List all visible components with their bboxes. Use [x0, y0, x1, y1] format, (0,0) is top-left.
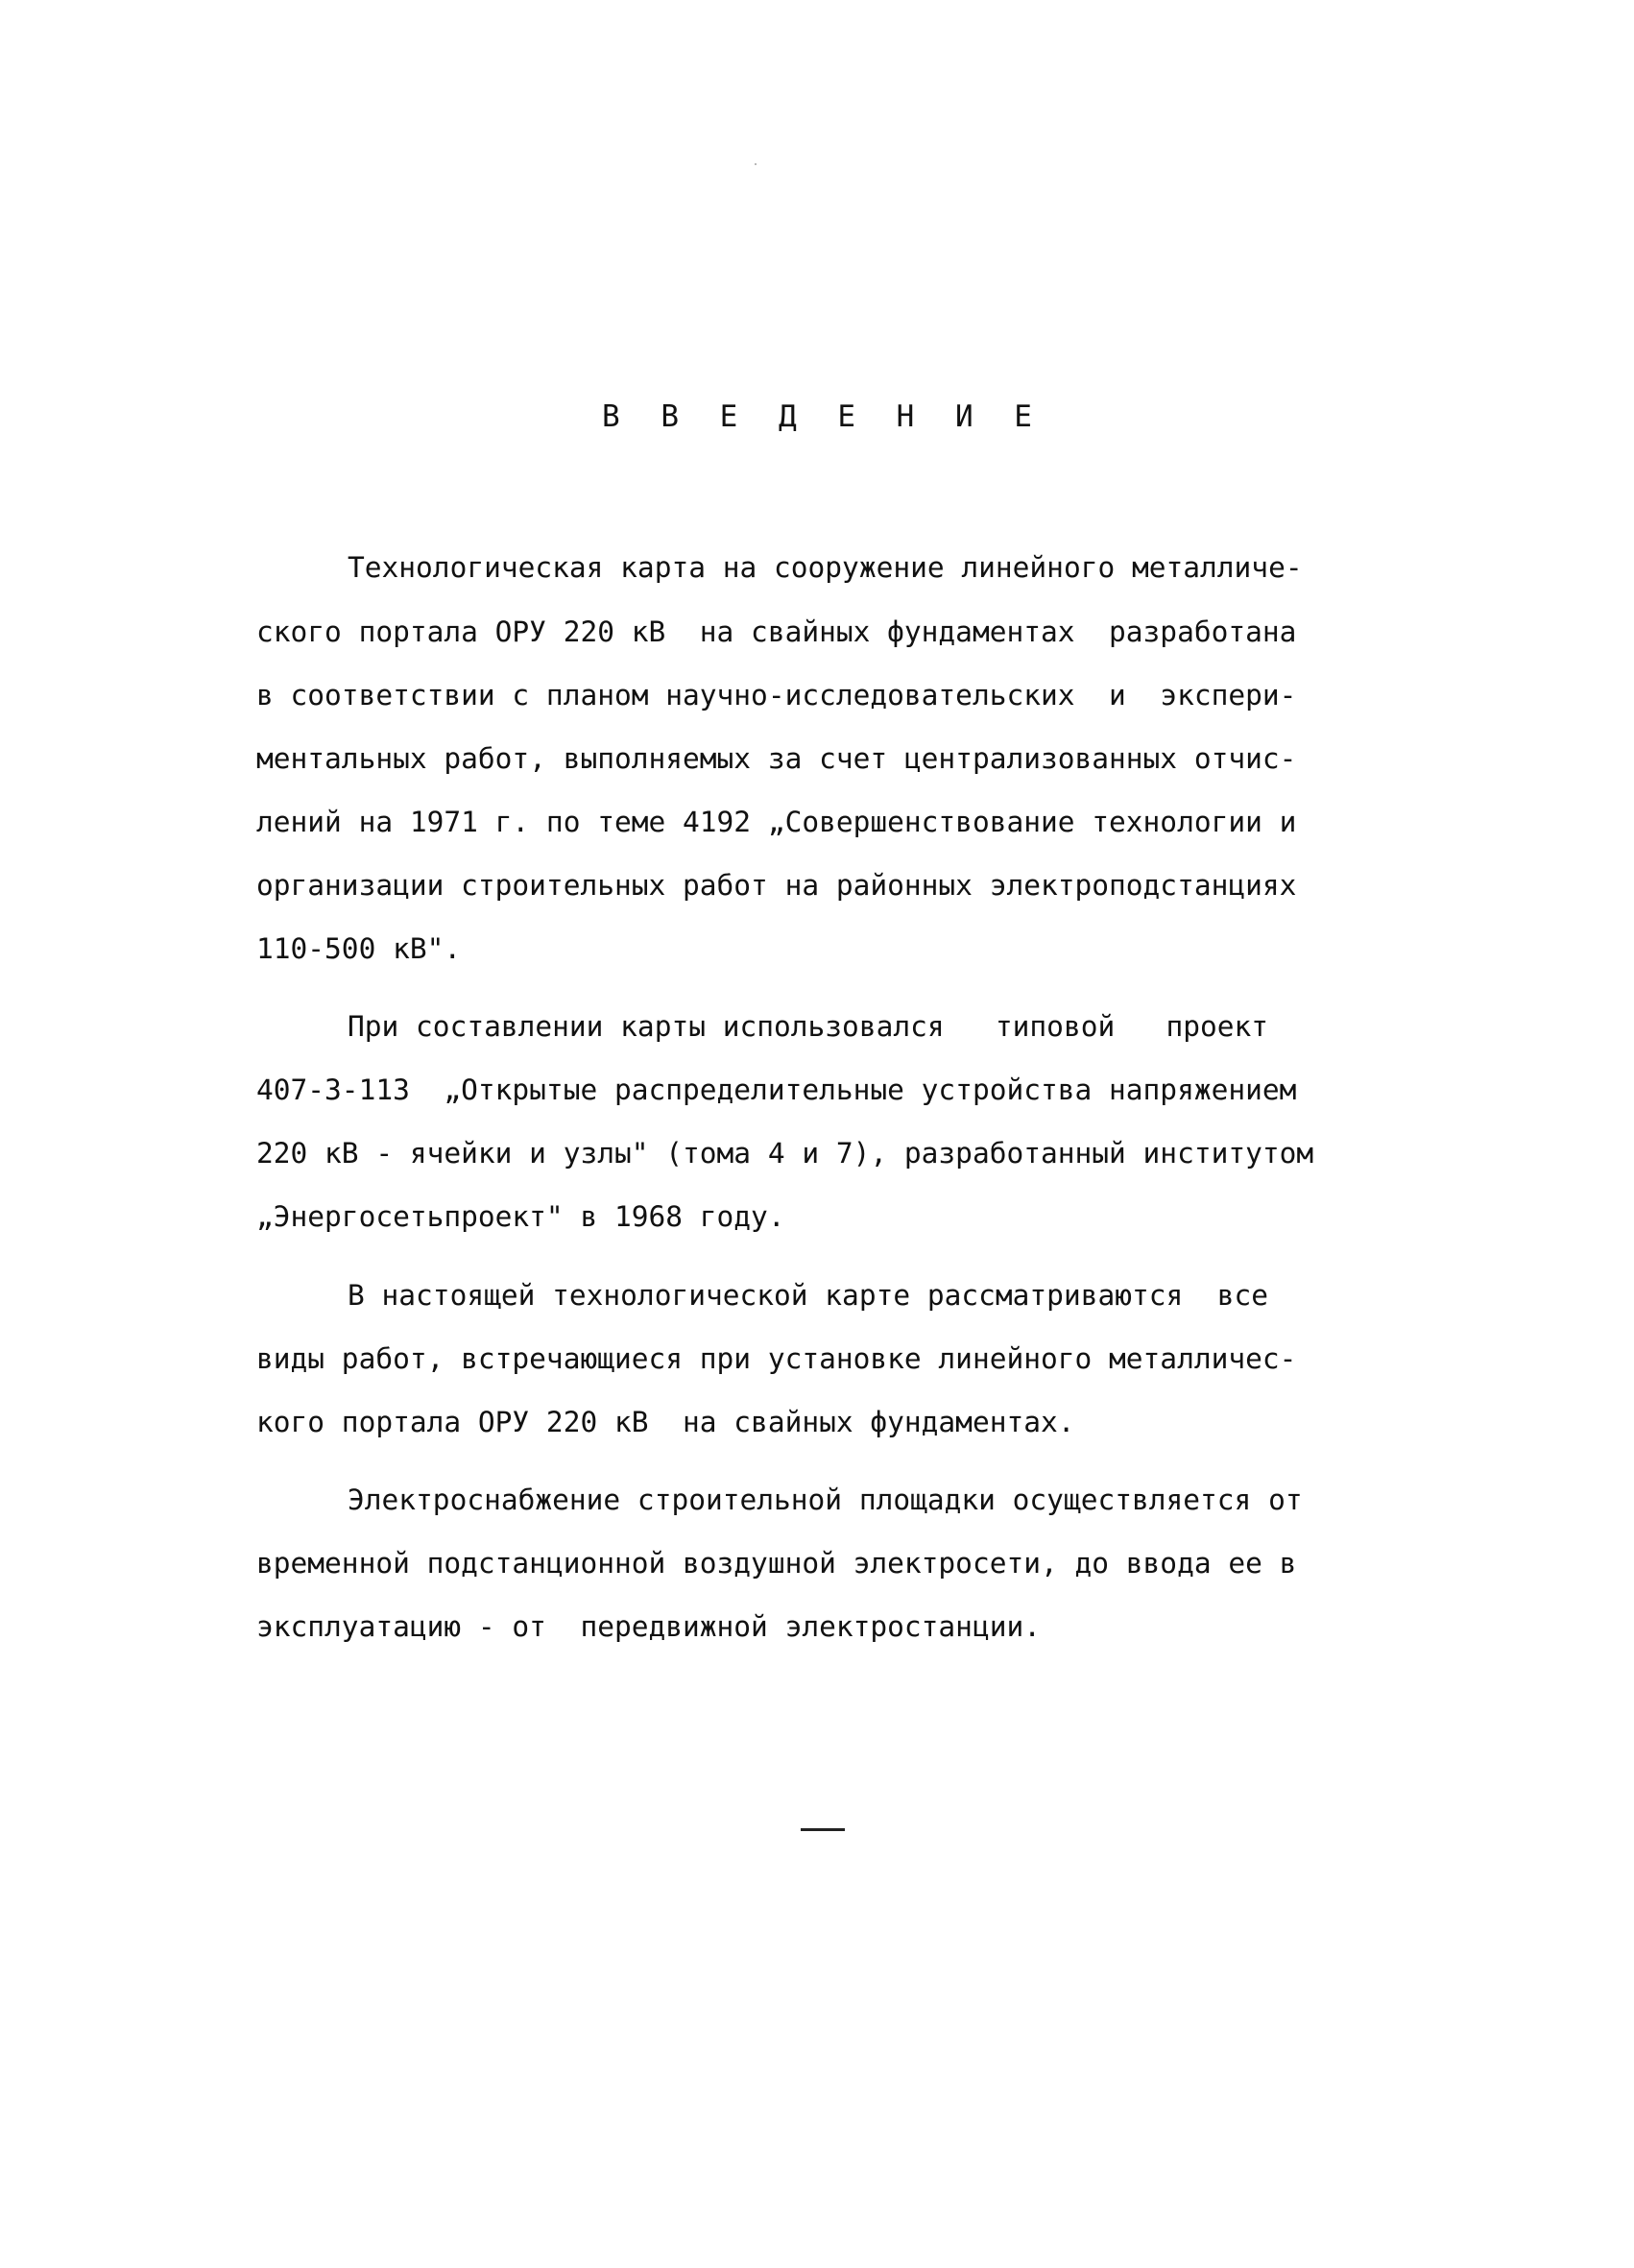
- paragraph-3-line-3: кого портала ОРУ 220 кВ на свайных фундаментах.: [256, 1406, 1075, 1438]
- paragraph-3-line-1: В настоящей технологической карте рассматриваются все: [348, 1279, 1269, 1312]
- paragraph-1-line-5: лений на 1971 г. по теме 4192 „Совершенствование технологии и: [256, 806, 1297, 838]
- paragraph-1-line-4: ментальных работ, выполняемых за счет централизованных отчис-: [256, 742, 1297, 775]
- paragraph-2-line-3: 220 кВ - ячейки и узлы" (тома 4 и 7), разработанный институтом: [256, 1137, 1314, 1170]
- section-title: В В Е Д Е Н И Е: [602, 399, 1044, 434]
- paragraph-4-line-3: эксплуатацию - от передвижной электростанции.: [256, 1610, 1041, 1643]
- paragraph-1-line-3: в соответствии с планом научно-исследовательских и экспери-: [256, 679, 1297, 712]
- paragraph-2-line-1: При составлении карты использовался типовой проект: [348, 1010, 1269, 1043]
- paragraph-1-line-6: организации строительных работ на районных электроподстанциях: [256, 869, 1297, 902]
- page-mark-dash: [801, 1828, 845, 1831]
- scan-speck: [755, 163, 757, 165]
- paragraph-3-line-2: виды работ, встречающиеся при установке линейного металличес-: [256, 1342, 1297, 1375]
- paragraph-2-line-2: 407-3-113 „Открытые распределительные устройства напряжением: [256, 1074, 1297, 1106]
- paragraph-2-line-4: „Энергосетьпроект" в 1968 году.: [256, 1200, 785, 1233]
- paragraph-4-line-1: Электроснабжение строительной площадки осуществляется от: [348, 1484, 1303, 1516]
- paragraph-1-line-2: ского портала ОРУ 220 кВ на свайных фундаментах разработана: [256, 615, 1297, 648]
- paragraph-1-line-7: 110-500 кВ".: [256, 932, 462, 965]
- paragraph-1-line-1: Технологическая карта на сооружение линейного металличе-: [348, 551, 1303, 584]
- paragraph-4-line-2: временной подстанционной воздушной электросети, до ввода ее в: [256, 1547, 1297, 1580]
